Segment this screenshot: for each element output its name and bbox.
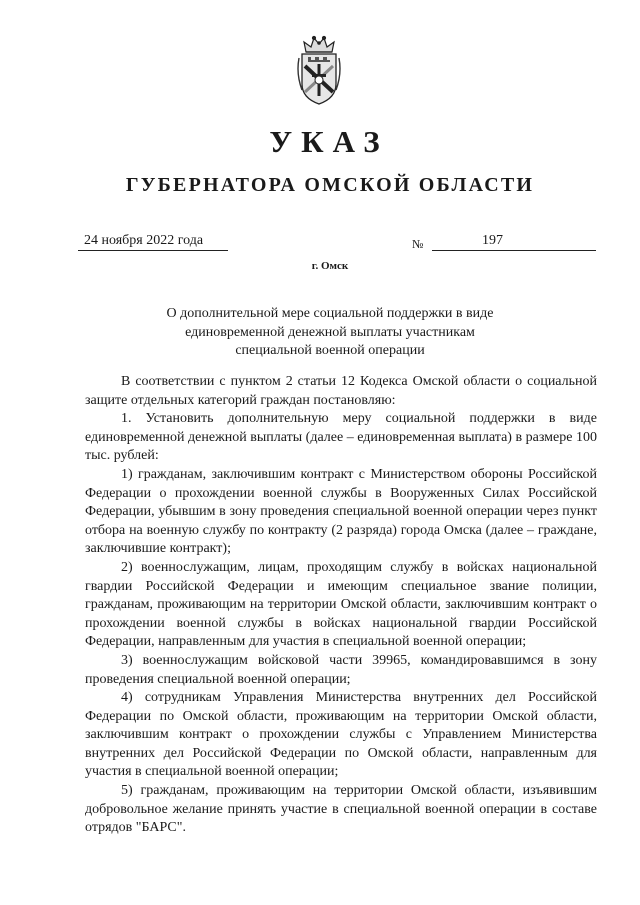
subclause-5-paragraph: 5) гражданам, проживающим на территории Омской области, изъявившим добровольное желание принять участие в специальной военной операции в составе отрядов "БАРС". [85, 783, 597, 836]
preamble-paragraph: В соответствии с пунктом 2 статьи 12 Кодекса Омской области о социальной защите отдельных категорий граждан постановляю: [85, 374, 597, 408]
subclause-2-paragraph: 2) военнослужащим, лицам, проходящим службу в войсках национальной гвардии Российской Федерации и имеющим специальное звание полиции, гражданам, проживающим на территории Омской области, заключившим контракт о прохождении военной службы в войсках национальной гвардии Российской Федерации, направленным для участия в специальной военной операции; [85, 559, 597, 650]
subclause-3-paragraph: 3) военнослужащим войсковой части 39965, командировавшимся в зону проведения специальной военной операции; [85, 652, 597, 687]
city-label: г. Омск [311, 260, 349, 272]
subject-line: единовременной денежной выплаты участникам [185, 324, 475, 340]
subclause-4-paragraph: 4) сотрудникам Управления Министерства внутренних дел Российской Федерации по Омской области, проживающим на территории Омской области, заключившим контракт о прохождении службы с Управлением Министерства внутренних дел Российской Федерации по Омской области, направленным для участия в специальной военной операции; [85, 690, 597, 780]
document-title: УКАЗ [269, 124, 389, 159]
subject-line: О дополнительной мере социальной поддержки в виде [166, 306, 494, 321]
subclause-1-paragraph: 1) гражданам, заключившим контракт с Министерством обороны Российской Федерации о прохождении военной службы в Вооруженных Силах Российской Федерации, убывшим в зону проведения специальной военной операции через пункт отбора на военную службу по контракту (2 разряда) города Омска (далее – граждане, заключившие контракт); [85, 466, 597, 557]
document-number: 197 [432, 232, 596, 251]
document-subtitle: ГУБЕРНАТОРА ОМСКОЙ ОБЛАСТИ [125, 174, 535, 196]
decree-body [85, 373, 597, 838]
document-date: 24 ноября 2022 года [78, 232, 228, 251]
coat-of-arms-icon [296, 34, 342, 106]
number-sign: № [412, 237, 424, 251]
clause-1-paragraph: 1. Установить дополнительную меру социальной поддержки в виде единовременной денежной выплаты (далее – единовременная выплата) в размере 100 тыс. рублей: [85, 411, 597, 464]
subject-line: специальной военной операции [235, 343, 425, 358]
decree-subject [0, 305, 640, 361]
